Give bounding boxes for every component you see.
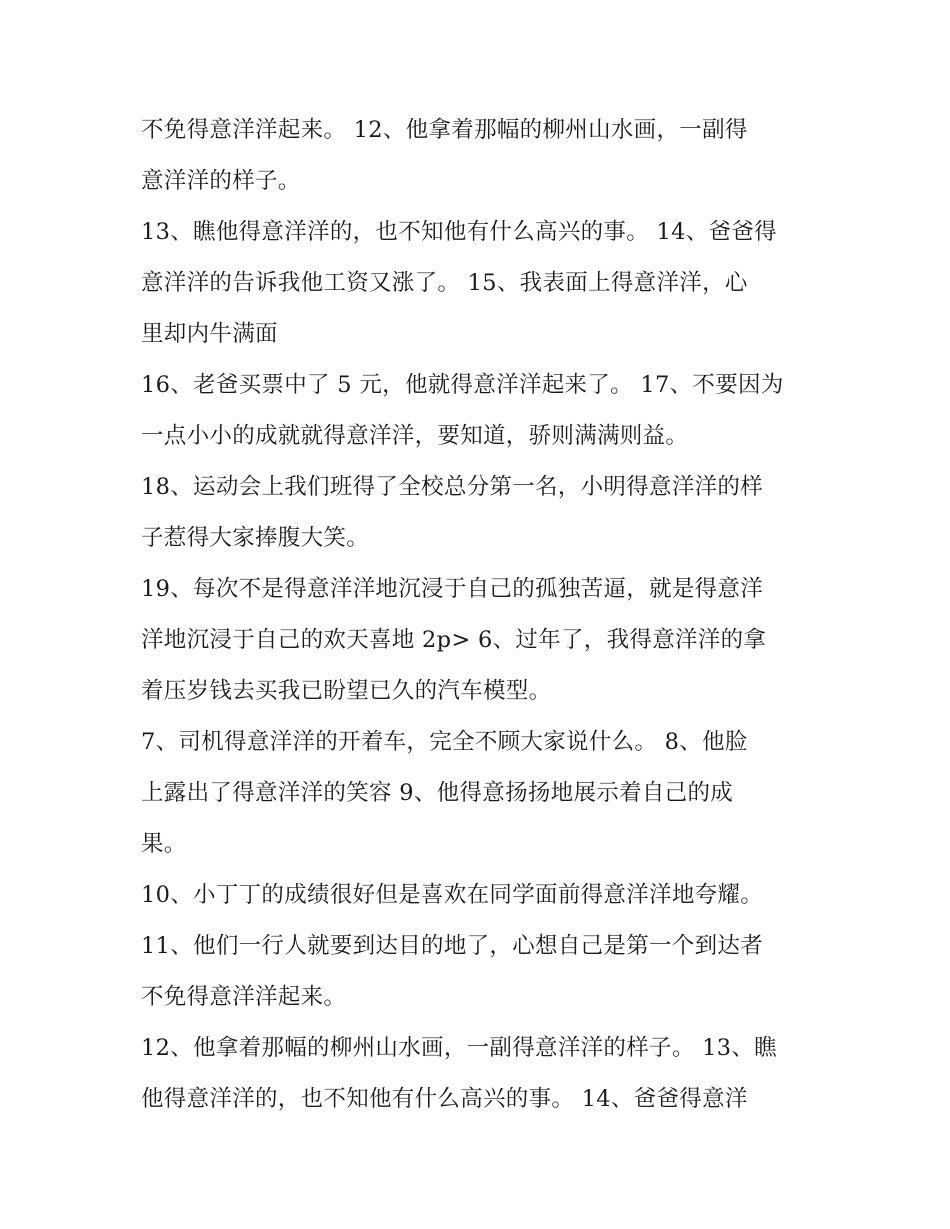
text-line: 10、小丁丁的成绩很好但是喜欢在同学面前得意洋洋地夸耀。 (141, 882, 764, 908)
text-line: 意洋洋的样子。 (141, 168, 301, 194)
text-line: 里却内牛满面 (141, 321, 278, 347)
text-line: 着压岁钱去买我已盼望已久的汽车模型。 (141, 678, 552, 704)
text-line: 7、司机得意洋洋的开着车，完全不顾大家说什么。 8、他脸 (141, 729, 748, 755)
text-line: 一点小小的成就就得意洋洋，要知道，骄则满满则益。 (141, 423, 689, 449)
text-line: 果。 (141, 831, 187, 857)
text-line: 上露出了得意洋洋的笑容 9、他得意扬扬地展示着自己的成 (141, 780, 734, 806)
text-line: 19、每次不是得意洋洋地沉浸于自己的孤独苦逼，就是得意洋 (141, 576, 764, 602)
text-line: 子惹得大家捧腹大笑。 (141, 525, 370, 551)
text-line: 不免得意洋洋起来。 12、他拿着那幅的柳州山水画，一副得 (141, 117, 748, 143)
text-line: 他得意洋洋的，也不知他有什么高兴的事。 14、爸爸得意洋 (141, 1086, 748, 1112)
text-line: 12、他拿着那幅的柳州山水画，一副得意洋洋的样子。 13、瞧 (141, 1035, 777, 1061)
document-body (141, 105, 821, 1125)
text-line: 洋地沉浸于自己的欢天喜地 2p> 6、过年了，我得意洋洋的拿 (141, 627, 767, 653)
text-line: 意洋洋的告诉我他工资又涨了。 15、我表面上得意洋洋，心 (141, 270, 748, 296)
text-line: 13、瞧他得意洋洋的，也不知他有什么高兴的事。 14、爸爸得 (141, 219, 777, 245)
text-line: 16、老爸买票中了 5 元，他就得意洋洋起来了。 17、不要因为 (141, 372, 784, 398)
text-line: 不免得意洋洋起来。 (141, 984, 347, 1010)
text-line: 11、他们一行人就要到达目的地了，心想自己是第一个到达者 (141, 933, 764, 959)
text-line: 18、运动会上我们班得了全校总分第一名，小明得意洋洋的样 (141, 474, 764, 500)
